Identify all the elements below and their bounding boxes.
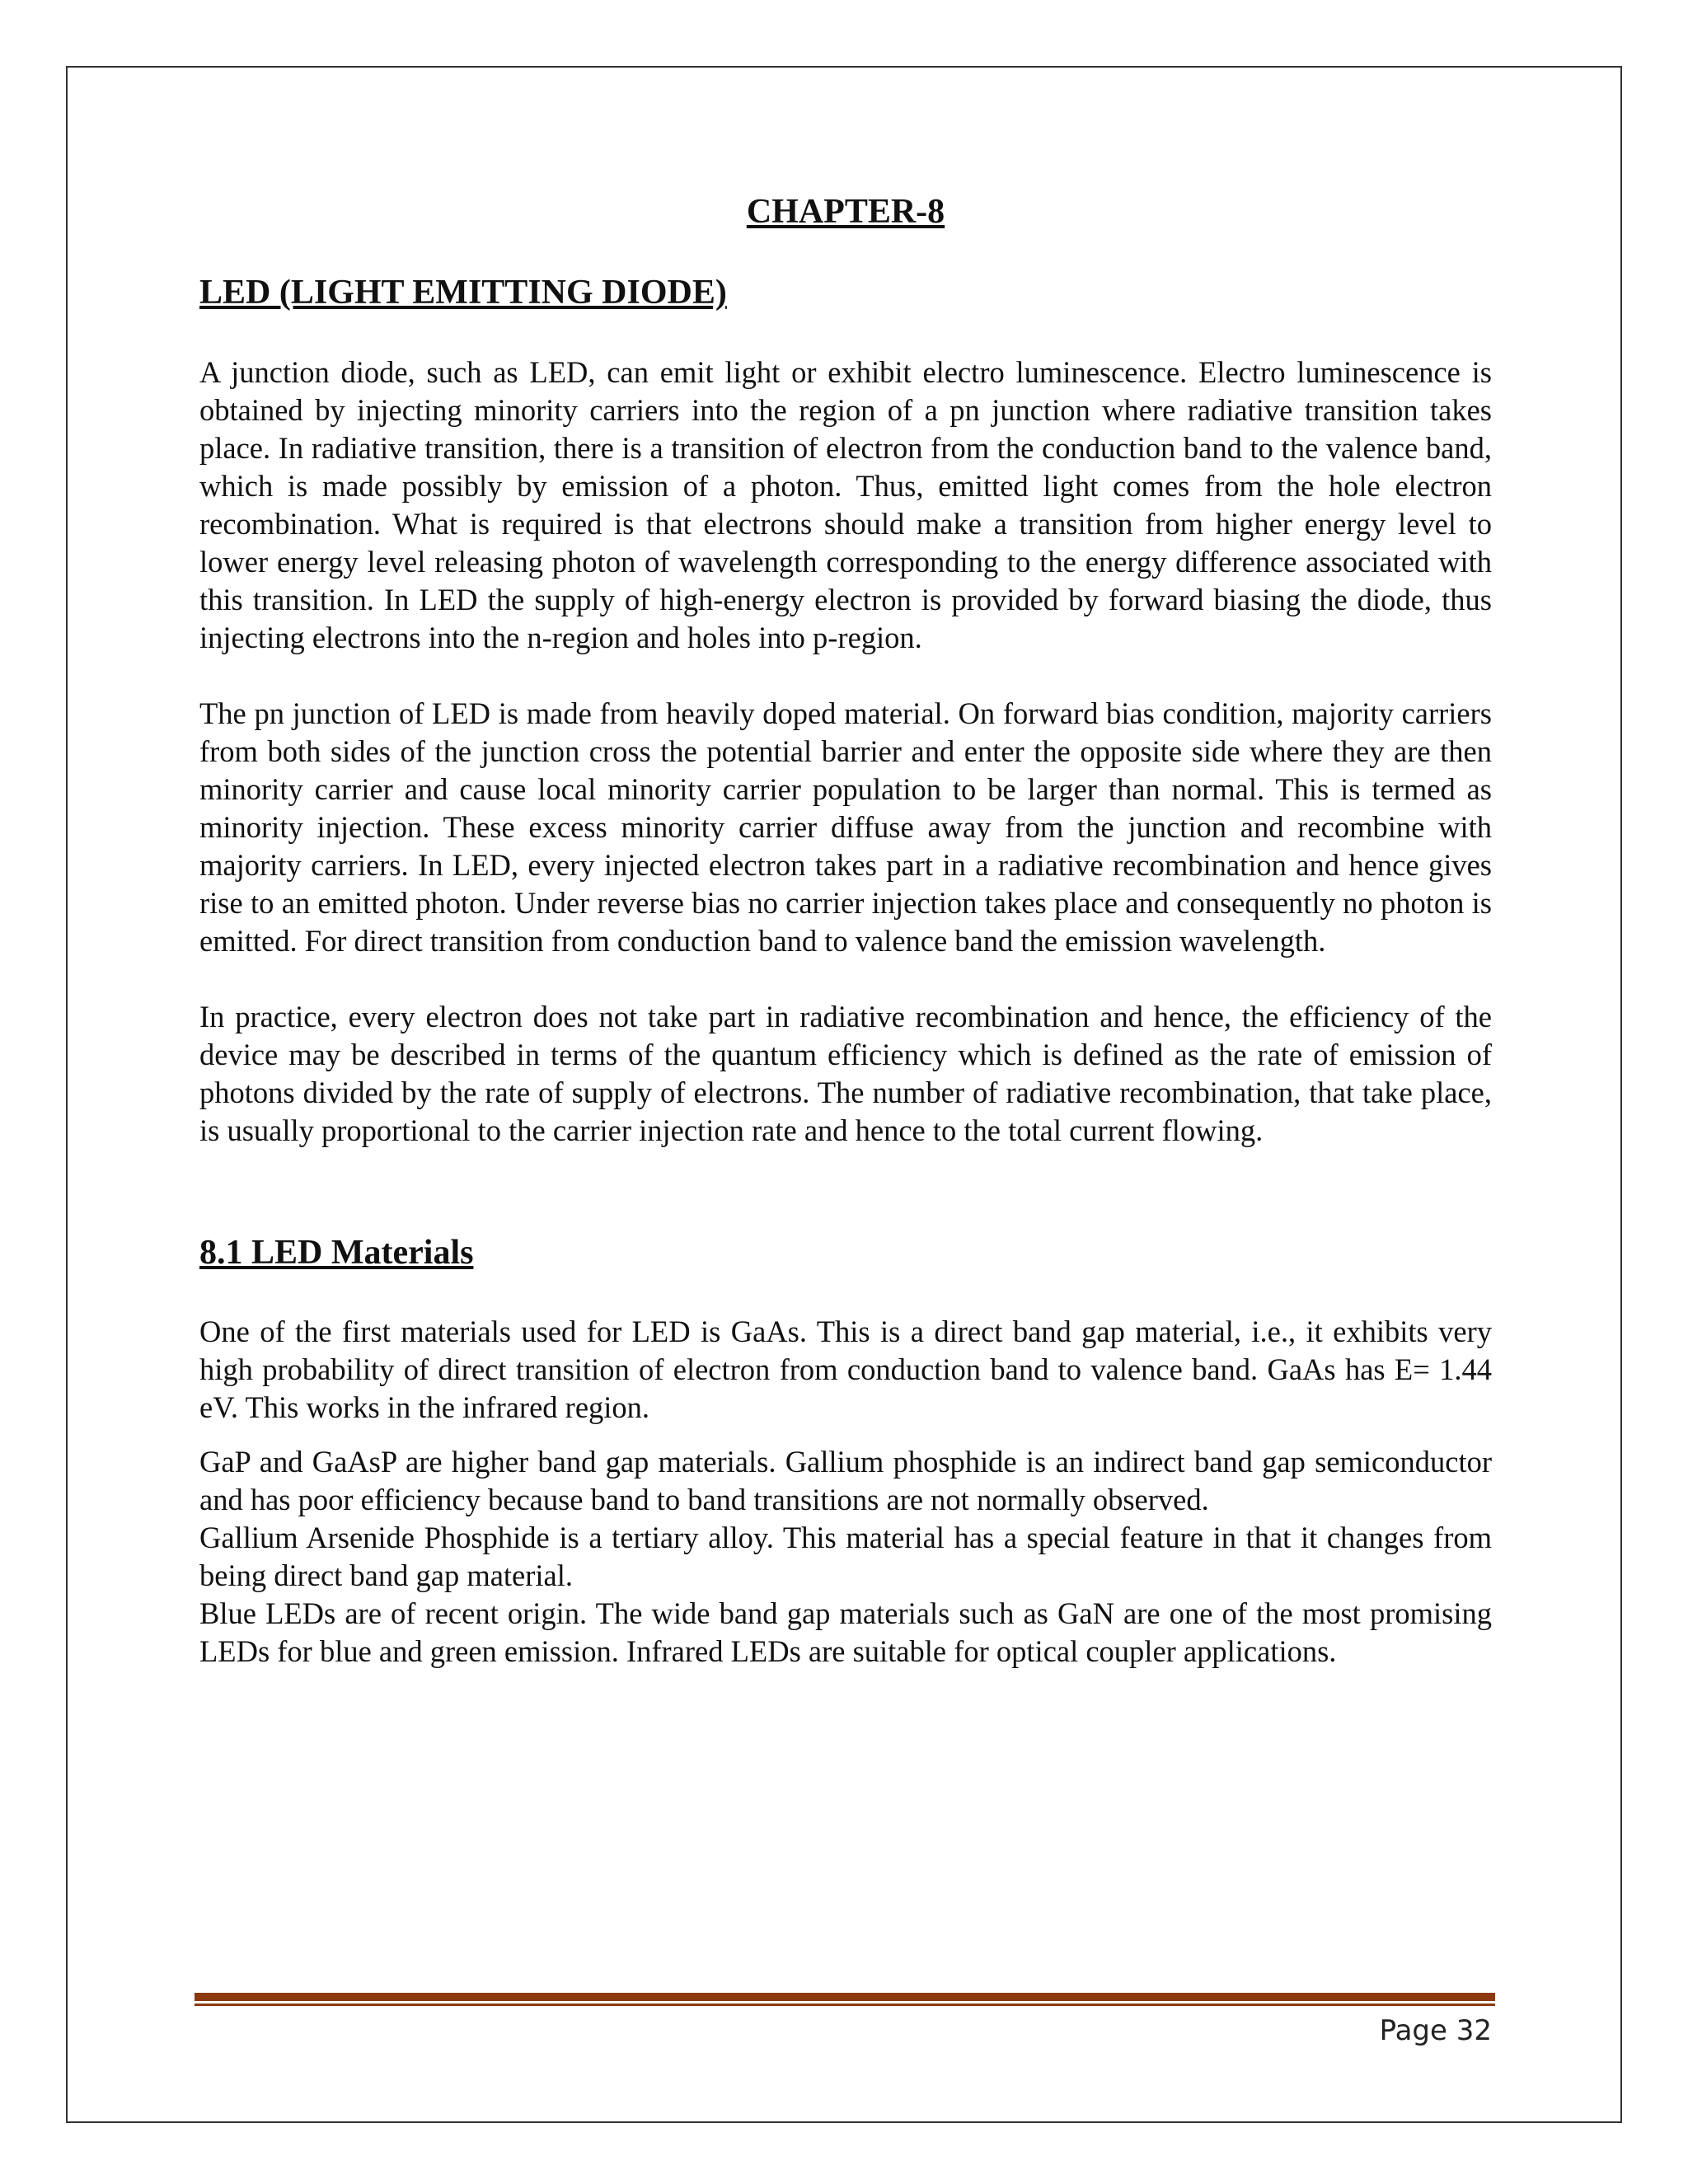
paragraph-materials-2: GaP and GaAsP are higher band gap materials. Gallium phosphide is an indirect band gap semiconductor and has poor efficiency because band to band transitions are not normally observed.	[199, 1445, 1492, 1517]
section-heading-materials: 8.1 LED Materials	[199, 1233, 474, 1272]
footer-rule	[195, 1993, 1495, 2006]
page-number: Page 32	[1379, 2014, 1492, 2047]
paragraph-intro-2: The pn junction of LED is made from heavily doped material. On forward bias condition, majority carriers from both sides of the junction cross the potential barrier and enter the opposite side where they are then minority carrier and cause local minority carrier population to be larger than normal. This is termed as minority injection. These excess minority carrier diffuse away from the junction and recombine with majority carriers. In LED, every injected electron takes part in a radiative recombination and hence gives rise to an emitted photon. Under reverse bias no carrier injection takes place and consequently no photon is emitted. For direct transition from conduction band to valence band the emission wavelength.	[199, 696, 1492, 958]
footer-rule-thin	[195, 2004, 1495, 2006]
paragraph-materials-1: One of the first materials used for LED is GaAs. This is a direct band gap material, i.e., it exhibits very high probability of direct transition of electron from conduction band to valence band. GaAs has E= 1.44 eV. This works in the infrared region.	[199, 1315, 1492, 1425]
document-body	[199, 191, 1492, 1671]
paragraph-materials-3: Gallium Arsenide Phosphide is a tertiary alloy. This material has a special feature in that it changes from being direct band gap material.	[199, 1521, 1492, 1593]
chapter-title: CHAPTER-8	[746, 193, 945, 231]
paragraph-intro-3: In practice, every electron does not take part in radiative recombination and hence, the efficiency of the device may be described in terms of the quantum efficiency which is defined as the rate of emission of photons divided by the rate of supply of electrons. The number of radiative recombination, that take place, is usually proportional to the carrier injection rate and hence to the total current flowing.	[199, 999, 1492, 1147]
paragraph-materials-4: Blue LEDs are of recent origin. The wide band gap materials such as GaN are one of the most promising LEDs for blue and green emission. Infrared LEDs are suitable for optical coupler applications.	[199, 1596, 1492, 1669]
paragraph-intro-1: A junction diode, such as LED, can emit light or exhibit electro luminescence. Electro luminescence is obtained by injecting minority carriers into the region of a pn junction where radiative transition takes place. In radiative transition, there is a transition of electron from the conduction band to the valence band, which is made possibly by emission of a photon. Thus, emitted light comes from the hole electron recombination. What is required is that electrons should make a transition from higher energy level to lower energy level releasing photon of wavelength corresponding to the energy difference associated with this transition. In LED the supply of high-energy electron is provided by forward biasing the diode, thus injecting electrons into the n-region and holes into p-region.	[199, 354, 1492, 654]
footer-rule-thick	[195, 1993, 1495, 2001]
section-heading-led: LED (LIGHT EMITTING DIODE)	[199, 274, 727, 312]
